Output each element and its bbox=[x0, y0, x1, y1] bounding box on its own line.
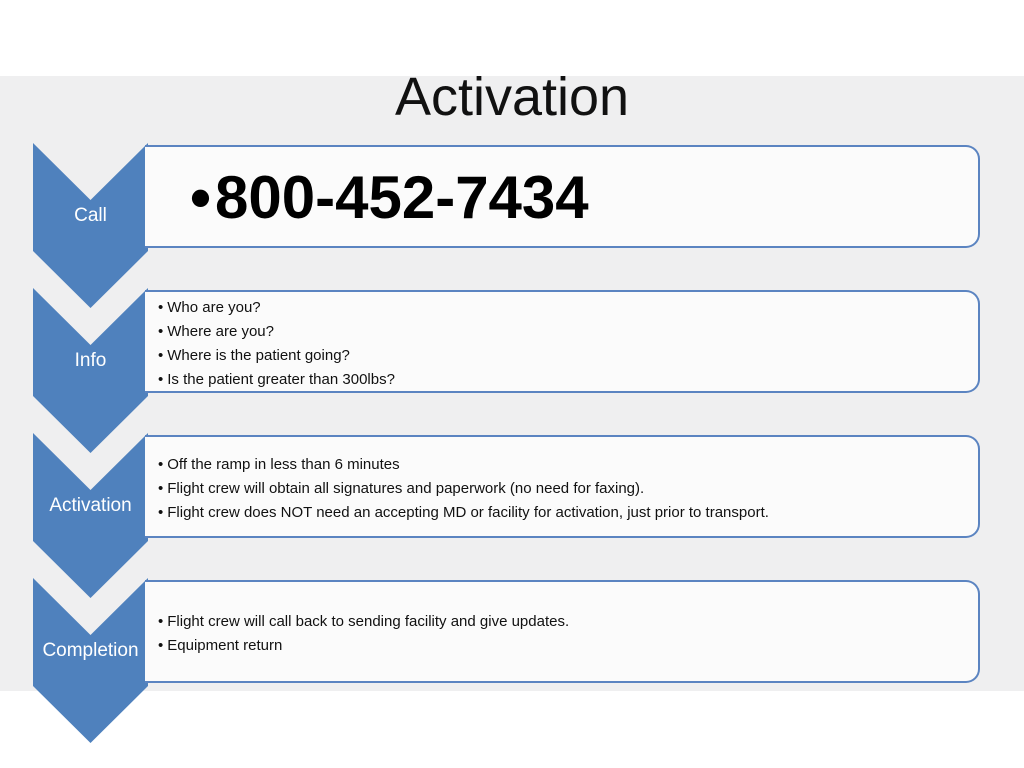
chevron-activation bbox=[33, 433, 148, 598]
step-label-activation: Activation bbox=[49, 495, 132, 516]
activation-list bbox=[158, 453, 769, 525]
list-item: • Flight crew will call back to sending facility and give updates. bbox=[158, 613, 570, 630]
completion-list bbox=[158, 610, 569, 658]
list-item: • Is the patient greater than 300lbs? bbox=[158, 371, 395, 388]
list-item: • Equipment return bbox=[158, 637, 283, 654]
list-item: • Off the ramp in less than 6 minutes bbox=[158, 456, 400, 473]
list-item: • Flight crew does NOT need an accepting MD or facility for activation, just prior to transport. bbox=[158, 504, 769, 521]
list-item: • Flight crew will obtain all signatures and paperwork (no need for faxing). bbox=[158, 480, 645, 497]
slide-title: Activation bbox=[394, 67, 630, 127]
chevron-completion bbox=[33, 578, 148, 743]
panel-completion bbox=[145, 580, 980, 683]
info-list bbox=[158, 296, 395, 392]
chevron-info bbox=[33, 288, 148, 453]
panel-call bbox=[145, 145, 980, 248]
panel-info bbox=[145, 290, 980, 393]
chevron-call bbox=[33, 143, 148, 308]
list-item: • Where are you? bbox=[158, 323, 274, 340]
list-item: • Who are you? bbox=[158, 299, 261, 316]
phone-number bbox=[190, 163, 589, 233]
step-label-call: Call bbox=[74, 205, 107, 226]
panel-activation bbox=[145, 435, 980, 538]
step-label-completion: Completion bbox=[42, 640, 139, 661]
step-label-info: Info bbox=[74, 350, 107, 371]
list-item: • Where is the patient going? bbox=[158, 347, 350, 364]
phone-number-text: 800-452-7434 bbox=[215, 164, 589, 231]
bullet: • bbox=[190, 164, 212, 231]
